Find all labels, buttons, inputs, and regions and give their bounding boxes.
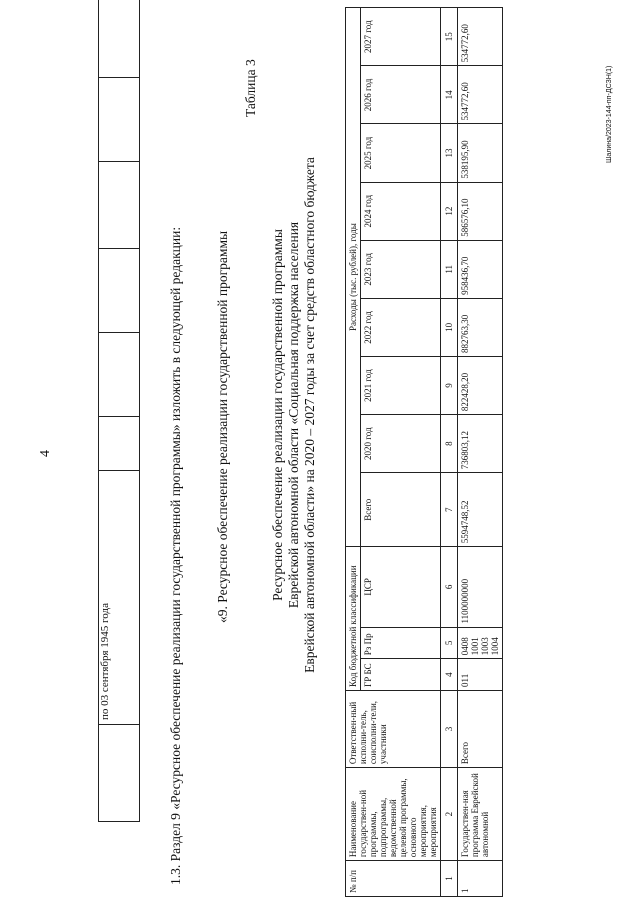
top-table-cell bbox=[99, 333, 140, 417]
top-table-cell bbox=[99, 0, 140, 78]
table-title-line: Еврейской автономной области «Социальная поддержка населения bbox=[286, 221, 301, 609]
top-table-cell bbox=[99, 249, 140, 333]
header-csr: ЦСР bbox=[361, 547, 441, 627]
row-value: 736803,12 bbox=[458, 415, 503, 473]
header-year: 2020 год bbox=[361, 415, 441, 473]
header-year: 2024 год bbox=[361, 182, 441, 240]
header-expenses: Расходы (тыс. рублей), годы bbox=[346, 8, 361, 547]
column-number-row bbox=[441, 8, 458, 897]
row-value: 882763,30 bbox=[458, 298, 503, 356]
row-value: 586576,10 bbox=[458, 182, 503, 240]
column-number: 14 bbox=[441, 66, 458, 124]
table-caption: Таблица 3 bbox=[243, 59, 258, 117]
header-rzpr: Рз Пр bbox=[361, 627, 441, 659]
row-value: 958436,70 bbox=[458, 240, 503, 298]
column-number: 15 bbox=[441, 8, 458, 66]
table-row bbox=[458, 8, 503, 897]
header-year: 2022 год bbox=[361, 298, 441, 356]
table-title bbox=[270, 125, 318, 705]
document-footer: Шалина/2023-144-пп-ДСЗН(1) bbox=[606, 65, 613, 163]
header-year: 2021 год bbox=[361, 356, 441, 414]
column-number: 2 bbox=[441, 768, 458, 861]
top-table-cell bbox=[99, 78, 140, 162]
table-title-line: Ресурсное обеспечение реализации государственной программы bbox=[270, 229, 285, 601]
amendment-paragraph: 1.3. Раздел 9 «Ресурсное обеспечение реализации государственной программы» изложить в следующей редакции: bbox=[168, 226, 183, 885]
header-name: Наименование государствен-ной программы, подпрограммы, ведомственной целевой программы, основного мероприятия, мероприятия bbox=[346, 768, 441, 861]
column-number: 13 bbox=[441, 124, 458, 182]
row-value: 822428,20 bbox=[458, 356, 503, 414]
row-num: 1 bbox=[458, 861, 503, 897]
row-value: 538195,90 bbox=[458, 124, 503, 182]
column-number: 3 bbox=[441, 690, 458, 767]
column-number: 11 bbox=[441, 240, 458, 298]
row-value: 534772,60 bbox=[458, 8, 503, 66]
header-year: 2025 год bbox=[361, 124, 441, 182]
header-year: 2027 год bbox=[361, 8, 441, 66]
top-table-cell bbox=[99, 162, 140, 249]
column-number: 12 bbox=[441, 182, 458, 240]
column-number: 4 bbox=[441, 659, 458, 691]
column-number: 1 bbox=[441, 861, 458, 897]
header-budget-code: Код бюджетной классификации bbox=[346, 547, 361, 691]
header-total: Всего bbox=[361, 473, 441, 547]
header-num: № п/п bbox=[346, 861, 441, 897]
row-csr: 1100000000 bbox=[458, 547, 503, 627]
table-title-line: Еврейской автономной области» на 2020 – 2027 годы за счет средств областного бюджета bbox=[302, 157, 317, 673]
resource-table bbox=[345, 7, 503, 897]
row-grbs: 011 bbox=[458, 659, 503, 691]
column-number: 6 bbox=[441, 547, 458, 627]
top-table-cell: по 03 сентября 1945 года bbox=[99, 471, 140, 725]
top-table-cell bbox=[99, 725, 140, 822]
column-number: 8 bbox=[441, 415, 458, 473]
row-total: 5594748,52 bbox=[458, 473, 503, 547]
column-number: 5 bbox=[441, 627, 458, 659]
column-number: 7 bbox=[441, 473, 458, 547]
header-year: 2026 год bbox=[361, 66, 441, 124]
row-value: 534772,60 bbox=[458, 66, 503, 124]
row-name: Государствен-ная программа Еврейской автономной bbox=[458, 768, 503, 861]
page-number: 4 bbox=[38, 450, 53, 457]
column-number: 9 bbox=[441, 356, 458, 414]
header-year: 2023 год bbox=[361, 240, 441, 298]
header-executor: Ответствен-ный исполни-тель, соисполни-тели, участники bbox=[346, 690, 441, 767]
section-title: «9. Ресурсное обеспечение реализации государственной программы bbox=[215, 230, 230, 623]
header-grbs: ГР БС bbox=[361, 659, 441, 691]
row-rzpr: 0408 1001 1003 1004 bbox=[458, 627, 503, 659]
column-number: 10 bbox=[441, 298, 458, 356]
row-executor: Всего bbox=[458, 690, 503, 767]
top-table-cell bbox=[99, 417, 140, 471]
top-table-fragment bbox=[98, 0, 140, 822]
